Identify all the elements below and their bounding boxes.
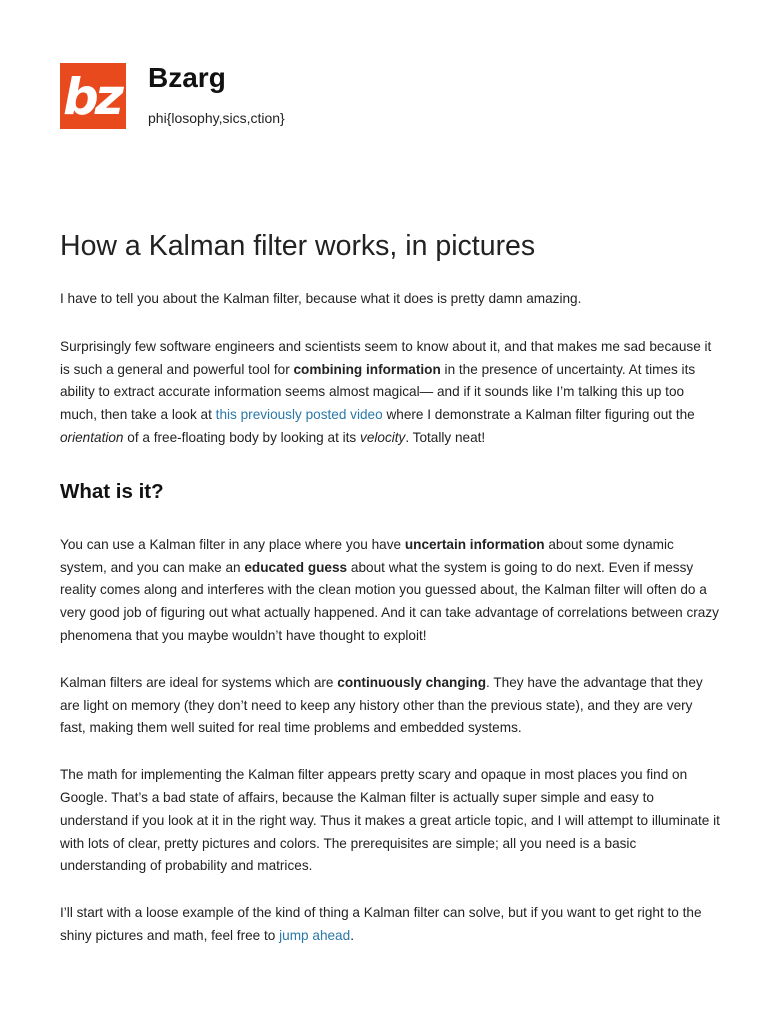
previously-posted-video-link[interactable]: this previously posted video — [215, 407, 383, 423]
post-content — [60, 226, 720, 948]
section-heading: What is it? — [60, 479, 164, 503]
text-run: where I demonstrate a Kalman filter figuring out the — [382, 407, 695, 423]
paragraph-3 — [60, 534, 720, 648]
text-run: I’ll start with a loose example of the kind of thing a Kalman filter can solve, but if you want to get right to the shiny pictures and math, feel free to — [60, 905, 702, 943]
bold-text: uncertain information — [404, 536, 545, 552]
site-title[interactable]: Bzarg — [148, 62, 226, 93]
paragraph-2 — [60, 336, 720, 450]
text-run: in the presence of uncertainty. At times its ability to extract accurate information seems almost magical— and if it sounds like I’m talking this up too much, then take a look at — [60, 361, 696, 423]
text-run: . Totally neat! — [405, 429, 486, 445]
italic-text: orientation — [60, 429, 124, 445]
intro-paragraph: I have to tell you about the Kalman filter, because what it does is pretty damn amazing. — [60, 291, 582, 306]
text-run: Kalman filters are ideal for systems which are — [60, 674, 338, 690]
text-run: about what the system is going to do next. Even if messy reality comes along and interferes with the clean motion you guessed about, the Kalman filter will often do a very good job of figuring out what actually happened. And it can take advantage of correlations between crazy phenomena that you maybe wouldn’t have thought to exploit! — [60, 559, 719, 643]
paragraph-4 — [60, 672, 720, 740]
post-title: How a Kalman filter works, in pictures — [60, 230, 536, 262]
site-tagline: phi{losophy,sics,ction} — [148, 110, 285, 126]
paragraph-5: The math for implementing the Kalman filter appears pretty scary and opaque in most places you find on Google. That’s a bad state of affairs, because the Kalman filter is actually super simple and easy to understand if you look at it in the right way. Thus it makes a great article topic, and I will attempt to illuminate it with lots of clear, pretty pictures and colors. The prerequisites are simple; all you need is a basic understanding of probability and matrices. — [60, 767, 720, 874]
text-run: . — [350, 927, 354, 943]
bold-text: continuously changing — [337, 674, 487, 690]
site-header — [60, 62, 720, 132]
paragraph-6 — [60, 902, 720, 948]
jump-ahead-link[interactable]: jump ahead — [279, 927, 351, 943]
text-run: You can use a Kalman filter in any place where you have — [60, 536, 405, 552]
italic-text: velocity — [360, 429, 406, 445]
text-run: about some dynamic system, and you can make an — [60, 536, 674, 575]
text-run: of a free-floating body by looking at its — [123, 429, 361, 445]
site-logo[interactable] — [60, 63, 126, 129]
text-run: . They have the advantage that they are light on memory (they don’t need to keep any history other than the previous state), and they are very fast, making them well suited for real time problems and embedded systems. — [60, 674, 703, 736]
text-run: Surprisingly few software engineers and scientists seem to know about it, and that makes me sad because it is such a general and powerful tool for — [60, 338, 712, 377]
logo-text: bz — [63, 68, 120, 126]
bold-text: combining information — [293, 361, 441, 377]
bold-text: educated guess — [244, 559, 348, 575]
